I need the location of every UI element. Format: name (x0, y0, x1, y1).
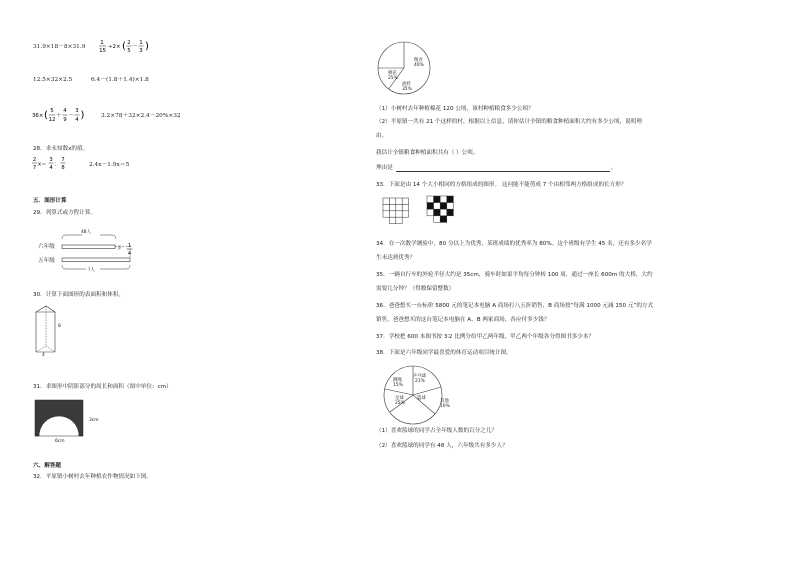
svg-text:3: 3 (75, 108, 79, 114)
calc-3b: 3.2×78＋32×2.4－20%×32 (101, 113, 181, 119)
q29-bar-diagram (60, 232, 140, 282)
q30-height-label: 8 (58, 324, 61, 329)
q32-reason-blank[interactable] (396, 171, 610, 172)
q29-grade6-label: 六年级 (38, 244, 55, 250)
svg-text:(: ( (122, 41, 126, 52)
q30-bottom-label: 4 (42, 353, 45, 358)
calc-2b: 6.4－(1.8＋1.4)×1.8 (91, 77, 149, 83)
q28-equation-1-expression (32, 156, 82, 176)
q38-sub2: （2）喜欢篮球的同学有 48 人，六年级共有多少人？ (376, 443, 508, 449)
pie2-s3-name: 篮球 (417, 396, 426, 401)
q31-side-label: 3cm (89, 418, 99, 423)
svg-text:8: 8 (61, 165, 65, 171)
section-5-title: 五．图形计算 (33, 198, 67, 204)
q37-label: 37．学校把 600 本图书按 3∶2 比例分给甲乙两年级，甲乙两个年级各分得图书多少本？ (376, 334, 595, 340)
pie2-s2-name: 跳绳 (393, 378, 402, 383)
svg-text:(: ( (44, 110, 48, 121)
pie1-s1-name: 粮食 (414, 58, 423, 63)
svg-text:36×: 36× (32, 113, 44, 119)
q29-more-label: 多 (117, 246, 122, 251)
svg-text:1: 1 (127, 243, 132, 249)
svg-text:3: 3 (49, 157, 53, 163)
q32-sub2-line2: 由。 (376, 133, 388, 139)
q29-fraction-svg (126, 242, 136, 256)
calc-2a: 12.5×32×2.5 (33, 77, 73, 83)
calc-1a: 31.9×18－8×31.9 (33, 44, 86, 50)
calc-1b-expression (99, 38, 159, 58)
svg-text:÷2×: ÷2× (108, 44, 121, 50)
svg-text:＋: ＋ (56, 113, 62, 119)
svg-text:4: 4 (127, 251, 132, 257)
q38-sub1: （1）喜欢篮球的同学占全年级人数的百分之几？ (376, 428, 498, 434)
calc-3a-expression (32, 106, 102, 126)
q32-reason: 理由是 (376, 165, 393, 171)
q31-base-label: 6cm (55, 439, 65, 444)
q33-label: 33．下面是由 14 个大小相同的方格组成的图形。 这问能不能剪成 7 个由相邻两方格组成的长方形？ (376, 182, 627, 188)
q32-reason-end: 。 (611, 165, 617, 171)
svg-text:－: － (132, 44, 138, 50)
pie2-s4-name: 足球 (395, 396, 404, 401)
svg-text:9: 9 (63, 117, 67, 123)
svg-text:): ) (80, 110, 85, 121)
pie2-s5-pct: 10% (440, 404, 450, 409)
q34-line1: 34．在一次数学测验中，80 分以上为优秀，某班成绩的优秀率为 80%。这个班级有学生 45 名，还有多少名学 (376, 241, 652, 247)
q36-line1: 36．爸爸想买一台标价 5800 元的笔记本电脑 A 商场打八五折销售，B 商场按“每满 1000 元减 150 元”的方式 (376, 303, 654, 309)
svg-text:4: 4 (49, 165, 53, 171)
svg-text:：: ： (54, 161, 60, 168)
q38-label: 38．下面是六年级同学最喜爱的体育运动项目统计图。 (376, 350, 512, 356)
q29-label: 29．列算式或方程计算。 (33, 210, 97, 216)
q35-line2: 需要几分钟？（得数保留整数） (376, 286, 455, 292)
q32-estimate: 我估计全镇粮食种植面积共有（ ）公顷。 (376, 150, 479, 156)
svg-text:): ) (145, 41, 149, 52)
pie1-s1-pct: 40% (414, 63, 424, 68)
svg-text:7: 7 (61, 157, 65, 163)
svg-text:12: 12 (48, 117, 56, 123)
pie2-s1-pct: 21% (415, 379, 425, 384)
q30-prism-figure (33, 305, 69, 359)
q29-top-value: 48人 (81, 230, 91, 235)
q29-grade5-label: 五年级 (38, 258, 55, 264)
svg-text:2: 2 (32, 157, 37, 163)
pie1-s3-name: 油料 (402, 82, 411, 87)
q31-label: 31．求图形中阴影部分的周长和面积（图中单位：cm） (33, 384, 172, 390)
q30-label: 30．计算下面图形的表面积和体积。 (33, 292, 125, 298)
pie1-s3-pct: 35% (402, 87, 412, 92)
q32-label: 32．平原镇小树村去年种植农作物情况如下图。 (33, 474, 152, 480)
q34-line2: 生未达到优秀？ (376, 255, 416, 261)
svg-text:15: 15 (99, 48, 106, 54)
pie2-s4-pct: 25% (395, 401, 405, 406)
svg-text:4: 4 (63, 108, 67, 114)
section-6-title: 六、解答题 (33, 463, 61, 469)
svg-text:5: 5 (50, 108, 54, 114)
q32-sub2-line1: （2）平原镇一共有 21 个这样的村，根据以上信息，请你估计全镇的粮食种植面积大约有多少公顷，说明理 (376, 119, 642, 125)
svg-text:3: 3 (139, 48, 143, 54)
pie1-s2-pct: 25% (388, 76, 398, 81)
svg-text:－: － (68, 113, 74, 119)
pie2-s2-pct: 15% (393, 383, 403, 388)
q29-unknown: ?人 (88, 268, 95, 273)
svg-text:7: 7 (32, 165, 37, 171)
q32-sub1: （1）小树村去年种植棉花 120 公顷，该村种植粮食多少公顷？ (376, 106, 534, 112)
svg-text:1: 1 (139, 40, 143, 46)
q31-shaded-figure (35, 400, 87, 438)
svg-text:5: 5 (127, 48, 131, 54)
q28-equation-2: 2.4x－1.9x＝5 (89, 162, 130, 168)
svg-text:2: 2 (127, 40, 131, 46)
q35-line1: 35．一辆自行车的外轮半径大约是 35cm，骑车时如果平均每分钟转 100 周，通过一座长 600m 的大桥，大约 (376, 272, 653, 278)
pie2-s5-name: 其他 (440, 399, 449, 404)
pie1-s2-name: 棉花 (388, 71, 397, 76)
q33-grid-figures (383, 196, 473, 230)
q36-line2: 销售，爸爸想买的这台笔记本电脑在 A、B 两家商场，各应付多少钱？ (376, 317, 550, 323)
pie2-s1-name: 乒乓球 (413, 374, 427, 379)
svg-text:4: 4 (75, 117, 79, 123)
q28-label: 28．求未知数x的值。 (33, 146, 89, 152)
svg-text:1: 1 (100, 40, 104, 46)
svg-text:x＝: x＝ (38, 161, 47, 168)
